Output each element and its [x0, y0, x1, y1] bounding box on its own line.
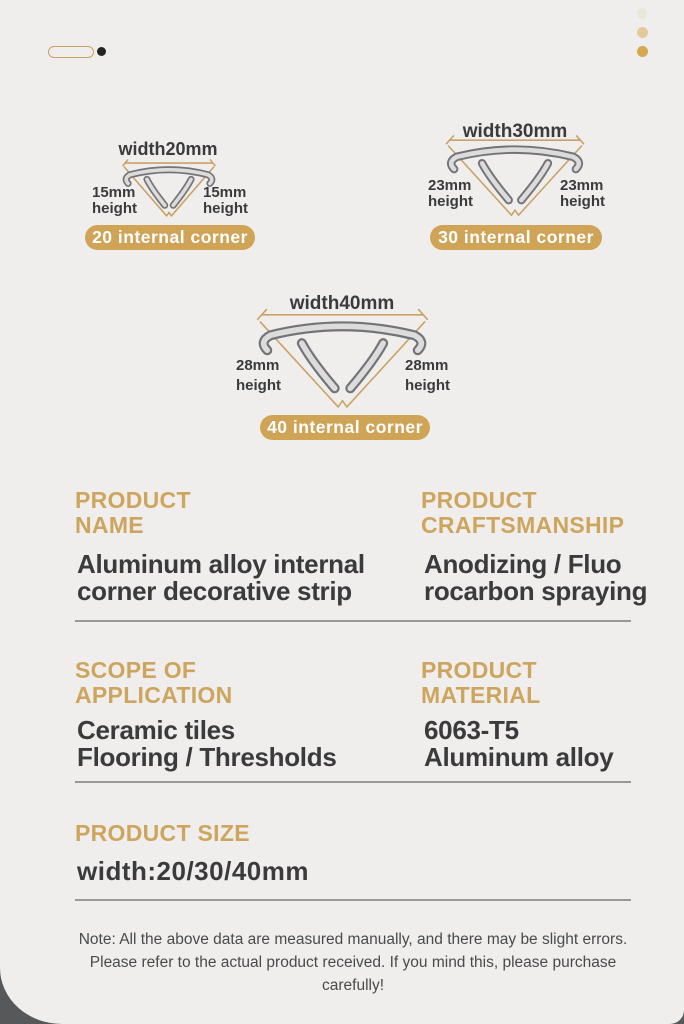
spec-heading-product-size [75, 821, 250, 846]
height-value: 28mm [236, 357, 280, 374]
spec-value-product-name [77, 551, 365, 605]
height-label-40-left [236, 356, 281, 396]
value-line: Flooring / Thresholds [77, 742, 337, 772]
black-dot-decoration [97, 47, 106, 56]
height-value: 23mm [560, 177, 604, 194]
height-value: 15mm [92, 184, 136, 201]
height-word: height [405, 377, 450, 394]
gold-dot-decoration-light [637, 8, 647, 19]
value-line: Aluminum alloy [424, 742, 614, 772]
width-label-40: width40mm [289, 293, 395, 314]
height-word: height [236, 377, 281, 394]
spec-heading-product-name [75, 488, 191, 538]
corner-badge-20: 20 internal corner [85, 225, 255, 250]
heading-line: MATERIAL [421, 682, 541, 708]
corner-badge-40: 40 internal corner [260, 415, 430, 440]
height-label-30-left [428, 178, 473, 210]
divider [75, 620, 631, 622]
width-label-30: width30mm [462, 121, 568, 142]
value-line: Aluminum alloy internal [77, 549, 365, 579]
heading-line: PRODUCT [75, 487, 191, 513]
spec-value-scope-of-application [77, 717, 336, 771]
corner-profile-diagram-40 [256, 306, 429, 414]
heading-line: APPLICATION [75, 682, 233, 708]
heading-line: CRAFTSMANSHIP [421, 512, 625, 538]
heading-line: PRODUCT SIZE [75, 820, 250, 846]
note-line: Note: All the above data are measured manually, and there may be slight errors. [78, 931, 628, 948]
height-value: 28mm [405, 357, 449, 374]
heading-line: PRODUCT [421, 657, 537, 683]
gold-dot-decoration-dark [637, 46, 648, 57]
value-line: Ceramic tiles [77, 715, 235, 745]
height-word: height [428, 193, 473, 210]
height-word: height [203, 200, 248, 217]
note-line: Please refer to the actual product received. If you mind this, please purchase carefully! [89, 954, 617, 994]
height-label-20-right [203, 185, 248, 217]
width-label-20: width20mm [118, 139, 218, 159]
gold-dot-decoration-medium [637, 27, 648, 38]
height-value: 15mm [203, 184, 247, 201]
disclaimer-note [62, 928, 644, 997]
spec-heading-product-craftsmanship [421, 488, 624, 538]
height-label-30-right [560, 178, 605, 210]
height-word: height [560, 193, 605, 210]
heading-line: PRODUCT [421, 487, 537, 513]
value-line: 6063-T5 [424, 715, 519, 745]
divider [75, 781, 631, 783]
spec-value-product-size [77, 858, 309, 885]
value-line: width:20/30/40mm [77, 856, 309, 886]
spec-heading-scope-of-application [75, 658, 232, 708]
spec-heading-product-material [421, 658, 541, 708]
heading-line: SCOPE OF [75, 657, 197, 683]
value-line: rocarbon spraying [424, 576, 648, 606]
spec-value-product-craftsmanship [424, 551, 647, 605]
spec-value-product-material [424, 717, 613, 771]
value-line: corner decorative strip [77, 576, 352, 606]
value-line: Anodizing / Fluo [424, 549, 622, 579]
height-label-20-left [92, 185, 137, 217]
capsule-outline-decoration [48, 46, 94, 58]
heading-line: NAME [75, 512, 144, 538]
corner-badge-30: 30 internal corner [430, 225, 602, 250]
divider [75, 899, 631, 901]
height-word: height [92, 200, 137, 217]
height-label-40-right [405, 356, 450, 396]
height-value: 23mm [428, 177, 472, 194]
